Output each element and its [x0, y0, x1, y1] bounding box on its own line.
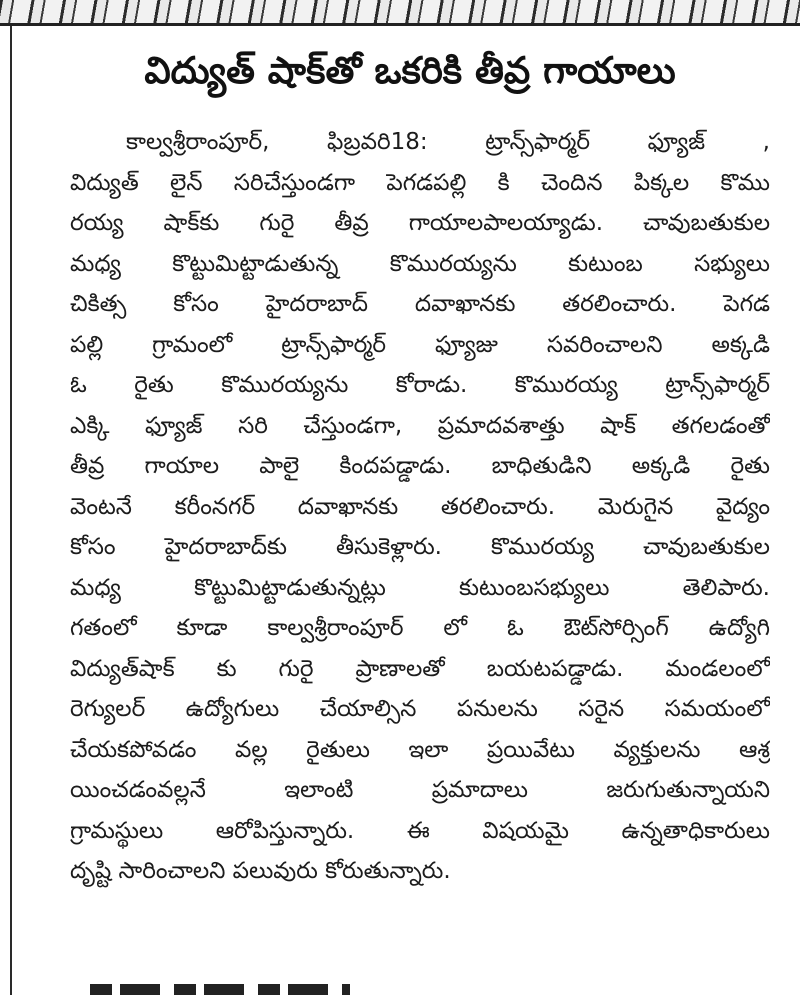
article-line: చేయకపోవడం వల్ల రైతులు ఇలా ప్రయివేటు వ్యక్తులను ఆశ్ర: [70, 736, 770, 763]
article-body: [70, 122, 770, 892]
article-line: తీవ్ర గాయాల పాలై కిందపడ్డాడు. బాధితుడిని అక్కడి రైతు: [70, 453, 770, 479]
article-line: రయ్య షాక్‌కు గురై తీవ్ర గాయాలపాలయ్యాడు. చావుబతుకుల: [70, 210, 770, 236]
article-line: రెగ్యులర్ ఉద్యోగులు చేయాల్సిన పనులను సరైన సమయంలో: [70, 696, 770, 722]
article-line: వెంటనే కరీంనగర్ దవాఖానకు తరలించారు. మెరుగైన వైద్యం: [70, 493, 770, 520]
article-line: ఎక్కి ఫ్యూజ్ సరి చేస్తుండగా, ప్రమాదవశాత్తు షాక్ తగలడంతో: [70, 412, 770, 439]
article-line: గతంలో కూడా కాల్వశ్రీరాంపూర్ లో ఓ ఔట్‌సోర్సింగ్ ఉద్యోగి: [70, 615, 770, 641]
article-line: దృష్టి సారించాలని పలువురు కోరుతున్నారు.: [70, 858, 451, 884]
article-line: మధ్య కొట్టుమిట్టాడుతున్న కొమురయ్యను కుటుంబ సభ్యులు: [70, 250, 770, 277]
article-headline: విద్యుత్ షాక్‌తో ఒకరికి తీవ్ర గాయాలు: [144, 49, 676, 92]
article-line: పల్లి గ్రామంలో ట్రాన్స్‌ఫార్మర్ ఫ్యూజు సవరించాలని అక్కడి: [70, 331, 770, 358]
column-rule: [10, 26, 12, 995]
next-article-headline-cutoff: [90, 978, 350, 995]
article-line: విద్యుత్‌షాక్ కు గురై ప్రాణాలతో బయటపడ్డాడు. మండలంలో: [70, 655, 770, 682]
top-photo-strip: [0, 0, 800, 26]
article-line: గ్రామస్థులు ఆరోపిస్తున్నారు. ఈ విషయమై ఉన్నతాధికారులు: [70, 817, 770, 844]
article-line: కోసం హైదరాబాద్‌కు తీసుకెళ్లారు. కొమురయ్య చావుబతుకుల: [70, 534, 770, 560]
article-line: విద్యుత్ లైన్ సరిచేస్తుండగా పెగడపల్లి కి చెందిన పిక్కల కొము: [70, 169, 770, 196]
article-line: చికిత్స కోసం హైదరాబాద్ దవాఖానకు తరలించారు. పెగడ: [70, 291, 770, 317]
article-line: యించడంవల్లనే ఇలాంటి ప్రమాదాలు జరుగుతున్నాయని: [70, 777, 770, 803]
article-line: ఓ రైతు కొమురయ్యను కోరాడు. కొమురయ్య ట్రాన్స్‌ఫార్మర్: [70, 372, 770, 398]
article-line: మధ్య కొట్టుమిట్టాడుతున్నట్లు కుటుంబసభ్యులు తెలిపారు.: [70, 574, 770, 601]
article-line: కాల్వశ్రీరాంపూర్, ఫిబ్రవరి18: ట్రాన్స్‌ఫార్మర్ ఫ్యూజ్ ,: [126, 129, 770, 155]
